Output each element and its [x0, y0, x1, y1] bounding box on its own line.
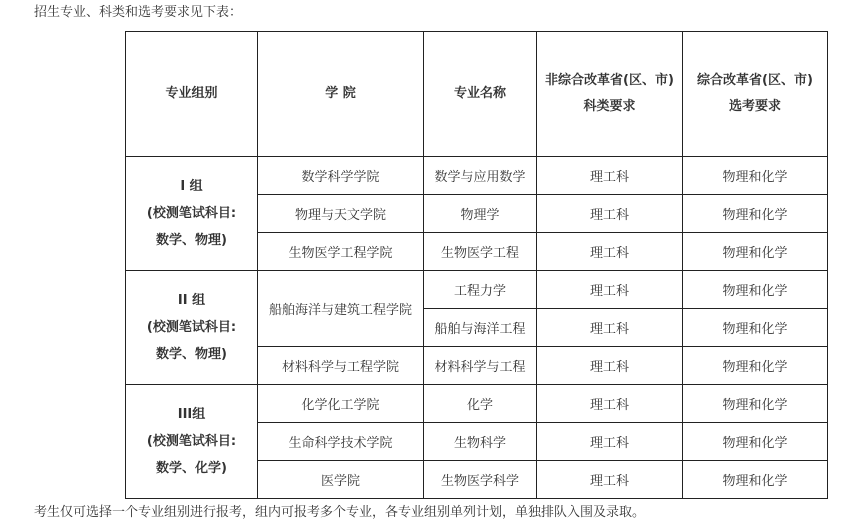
subjects-cell: 物理和化学: [683, 271, 828, 309]
table-header-row: [126, 32, 828, 157]
subjects-cell: 物理和化学: [683, 233, 828, 271]
header-group: 专业组别: [126, 32, 258, 157]
group-exam-line2: 数学、物理): [156, 347, 227, 362]
category-cell: 理工科: [537, 423, 683, 461]
header-non-reform-line1: 非综合改革省(区、市): [545, 73, 674, 88]
intro-text: 招生专业、科类和选考要求见下表：: [34, 5, 243, 20]
table-row: [126, 157, 828, 195]
category-cell: 理工科: [537, 195, 683, 233]
college-cell: 化学化工学院: [258, 385, 424, 423]
major-cell: 船舶与海洋工程: [424, 309, 537, 347]
group-exam-line1: (校测笔试科目:: [146, 320, 237, 335]
subjects-cell: 物理和化学: [683, 157, 828, 195]
group-exam-line1: (校测笔试科目:: [146, 434, 237, 449]
footer-note: 考生仅可选择一个专业组别进行报考，组内可报考多个专业，各专业组别单列计划，单独排队入围及录取。: [34, 505, 646, 520]
subjects-cell: 物理和化学: [683, 461, 828, 499]
major-cell: 材料科学与工程: [424, 347, 537, 385]
table-row: [126, 385, 828, 423]
major-cell: 生物医学工程: [424, 233, 537, 271]
group-name: I 组: [180, 179, 203, 194]
major-cell: 生物科学: [424, 423, 537, 461]
group-exam-line2: 数学、物理): [156, 233, 227, 248]
group-cell-1: [126, 157, 258, 271]
major-cell: 生物医学科学: [424, 461, 537, 499]
college-cell: 船舶海洋与建筑工程学院: [258, 271, 424, 347]
category-cell: 理工科: [537, 385, 683, 423]
header-reform: [683, 32, 828, 157]
category-cell: 理工科: [537, 233, 683, 271]
header-college: 学 院: [258, 32, 424, 157]
college-cell: 物理与天文学院: [258, 195, 424, 233]
major-cell: 数学与应用数学: [424, 157, 537, 195]
college-cell: 材料科学与工程学院: [258, 347, 424, 385]
major-cell: 化学: [424, 385, 537, 423]
header-major: 专业名称: [424, 32, 537, 157]
category-cell: 理工科: [537, 309, 683, 347]
subjects-cell: 物理和化学: [683, 347, 828, 385]
header-non-reform-line2: 科类要求: [583, 99, 636, 114]
admission-requirements-table: [125, 31, 828, 499]
subjects-cell: 物理和化学: [683, 195, 828, 233]
group-name: II 组: [177, 293, 206, 308]
subjects-cell: 物理和化学: [683, 385, 828, 423]
category-cell: 理工科: [537, 271, 683, 309]
table-row: [126, 271, 828, 309]
college-cell: 生命科学技术学院: [258, 423, 424, 461]
group-cell-2: [126, 271, 258, 385]
subjects-cell: 物理和化学: [683, 423, 828, 461]
subjects-cell: 物理和化学: [683, 309, 828, 347]
category-cell: 理工科: [537, 157, 683, 195]
group-cell-3: [126, 385, 258, 499]
header-non-reform: [537, 32, 683, 157]
college-cell: 生物医学工程学院: [258, 233, 424, 271]
major-cell: 物理学: [424, 195, 537, 233]
major-cell: 工程力学: [424, 271, 537, 309]
group-name: III组: [177, 407, 206, 422]
header-reform-line1: 综合改革省(区、市): [697, 73, 813, 88]
college-cell: 医学院: [258, 461, 424, 499]
category-cell: 理工科: [537, 347, 683, 385]
college-cell: 数学科学学院: [258, 157, 424, 195]
group-exam-line1: (校测笔试科目:: [146, 206, 237, 221]
header-reform-line2: 选考要求: [728, 99, 781, 114]
group-exam-line2: 数学、化学): [156, 461, 227, 476]
category-cell: 理工科: [537, 461, 683, 499]
